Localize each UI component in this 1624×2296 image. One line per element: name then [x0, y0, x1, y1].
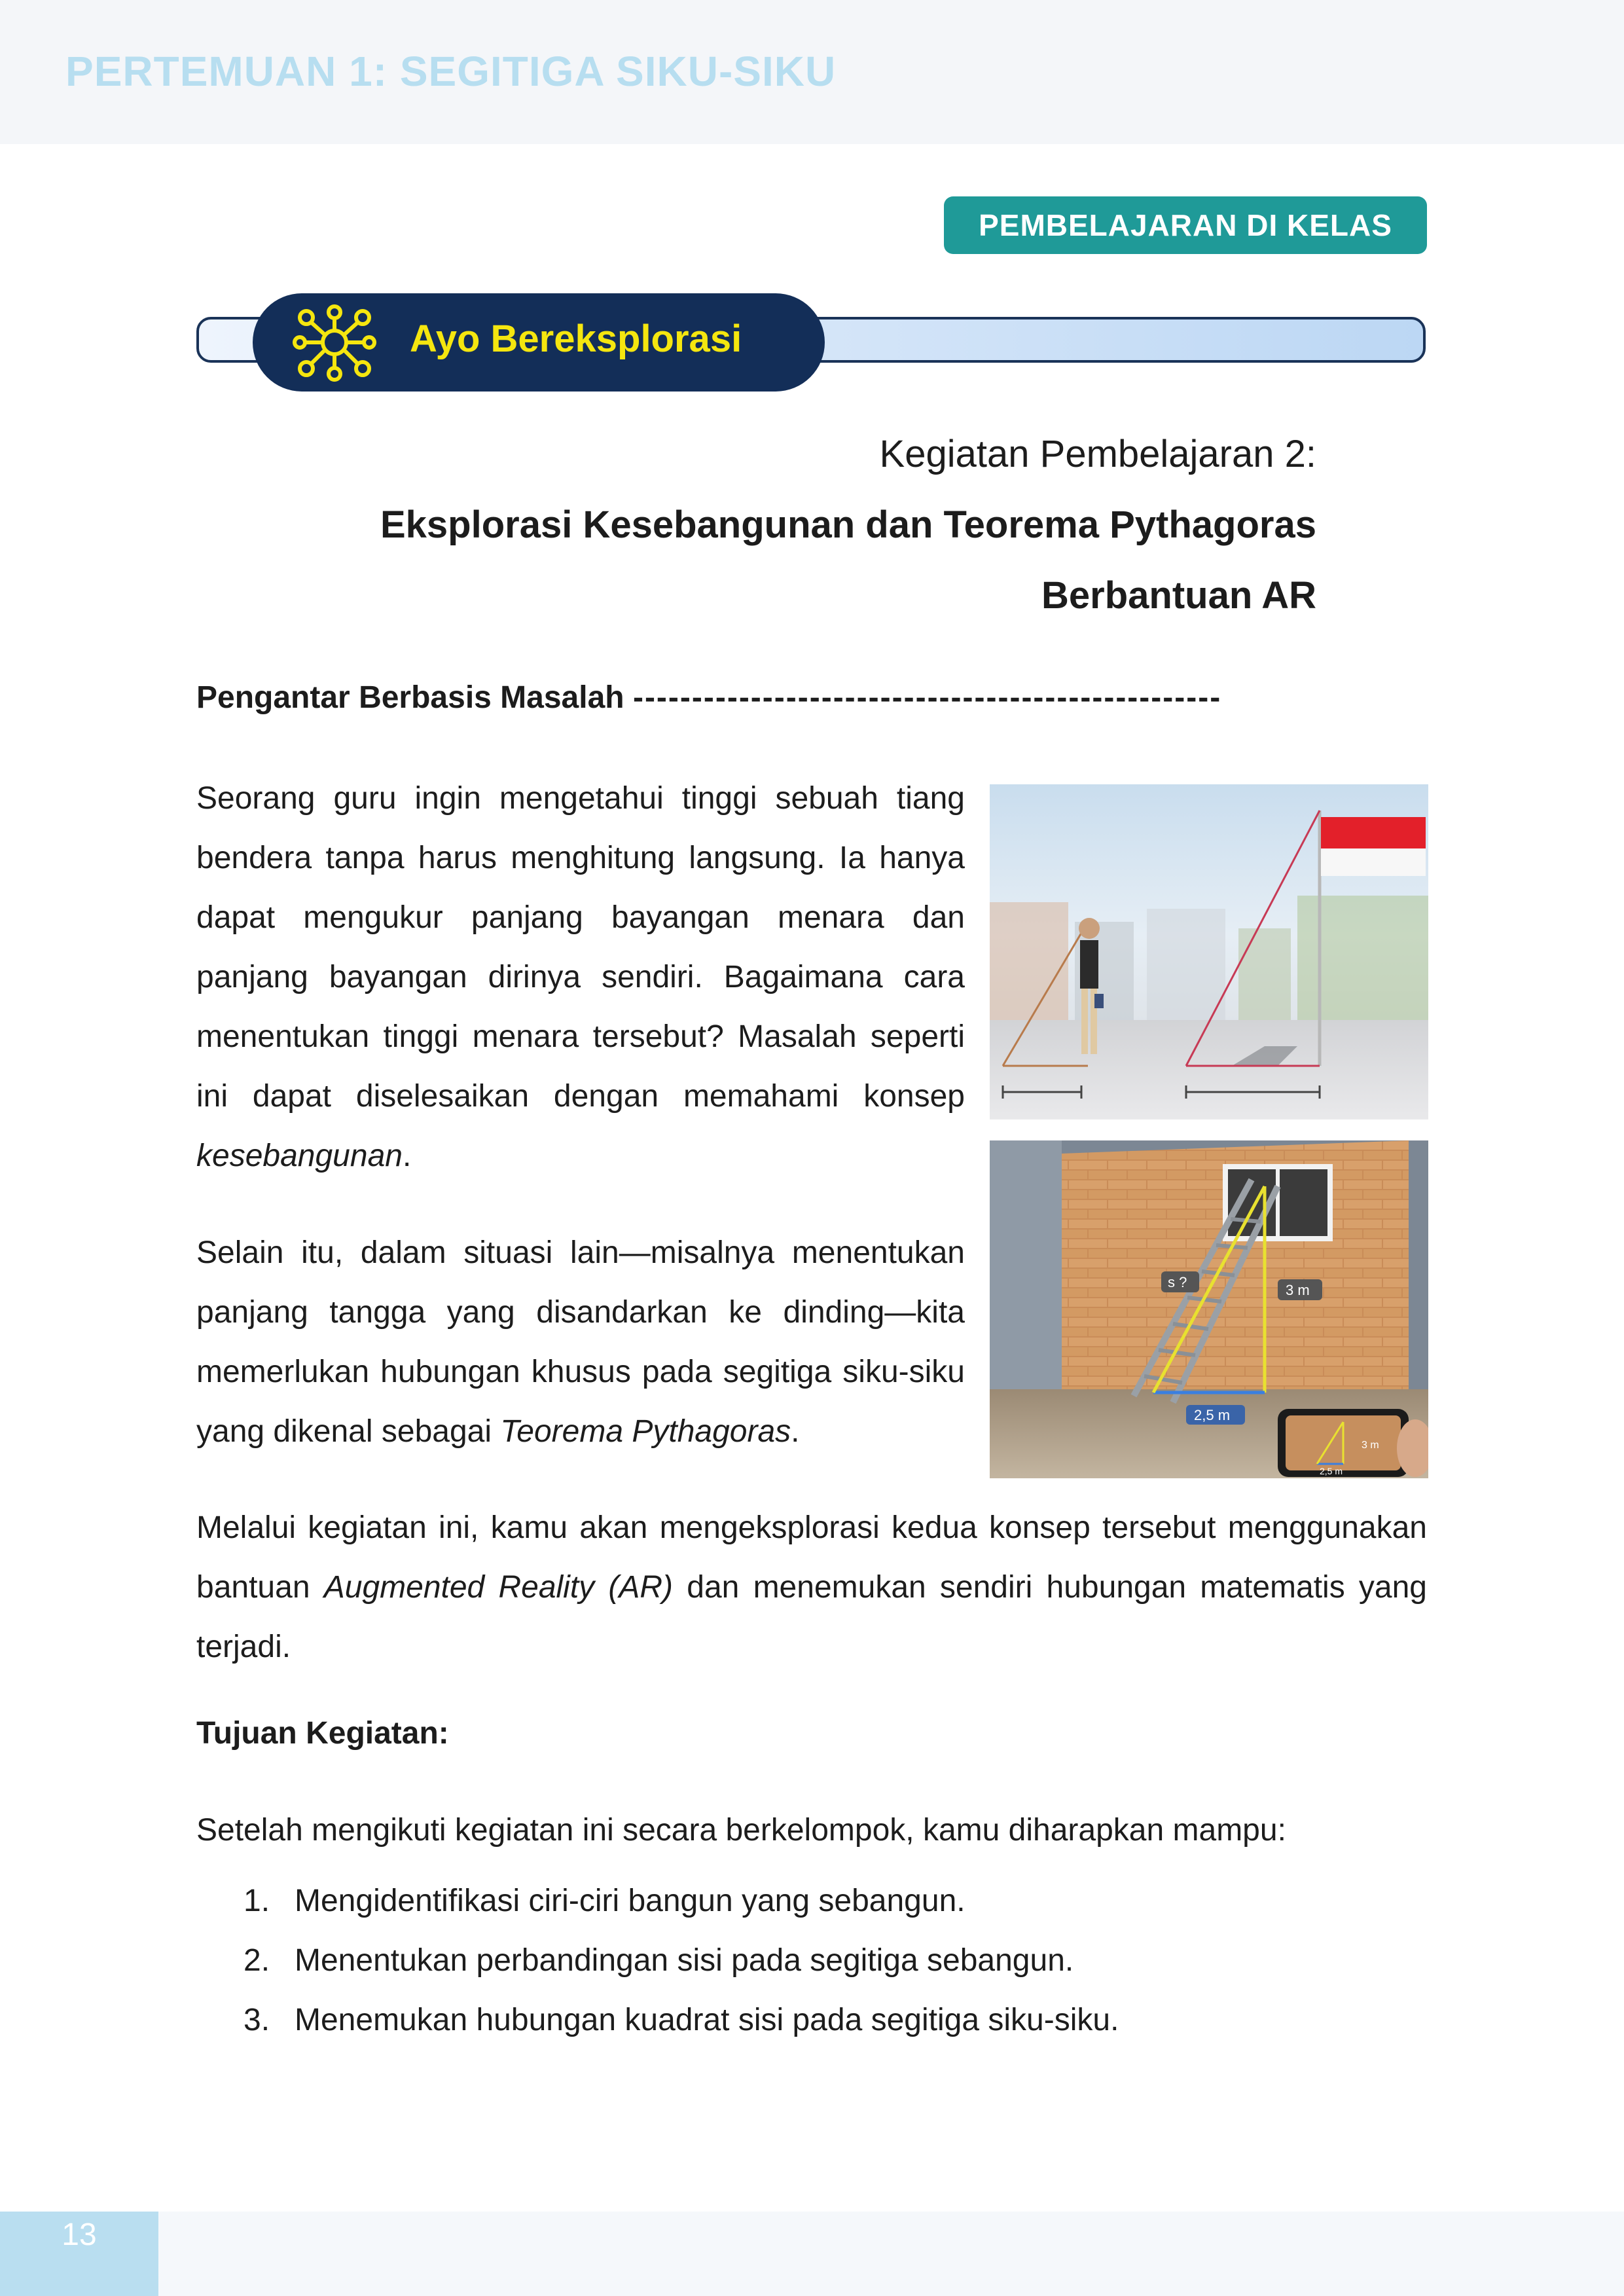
- problem-paragraph-1: [196, 769, 965, 1186]
- goal-text: Menemukan hubungan kuadrat sisi pada segitiga siku-siku.: [295, 2003, 1119, 2037]
- heading-dash-rule: --------------------------------------------------: [632, 680, 1222, 715]
- explore-title: Ayo Bereksplorasi: [410, 318, 742, 360]
- activity-paragraph: [196, 1498, 1427, 1677]
- goal-text: Menentukan perbandingan sisi pada segitiga sebangun.: [295, 1943, 1074, 1978]
- ladder-wall-illustration: [990, 1140, 1428, 1478]
- p3-text-a: Melalui kegiatan ini, kamu akan mengeksplorasi kedua konsep tersebut menggunakan bantuan: [196, 1510, 1427, 1605]
- activity-title: Eksplorasi Kesebangunan dan Teorema Pythagoras: [380, 503, 1316, 546]
- goal-item: [196, 1990, 1119, 2050]
- goals-heading: Tujuan Kegiatan:: [196, 1716, 449, 1751]
- intro-heading-text: Pengantar Berbasis Masalah: [196, 680, 624, 715]
- goal-text: Mengidentifikasi ciri-ciri bangun yang sebangun.: [295, 1884, 965, 1918]
- goal-item: [196, 1931, 1119, 1990]
- flagpole-shadow-illustration: [990, 784, 1428, 1120]
- ladder-height-label: 3 m: [1286, 1282, 1310, 1298]
- ladder-base-label: 2,5 m: [1194, 1407, 1231, 1423]
- goal-number: 2.: [244, 1943, 270, 1978]
- goal-item: [196, 1871, 1119, 1931]
- page-number: 13: [0, 2212, 158, 2296]
- goal-number: 3.: [244, 2003, 270, 2037]
- goal-number: 1.: [244, 1884, 270, 1918]
- ladder-unknown-label: s ?: [1168, 1274, 1187, 1290]
- intro-section-heading: [196, 680, 1427, 716]
- problem-paragraph-2: [196, 1223, 965, 1461]
- explore-banner: [253, 293, 825, 392]
- chapter-title: PERTEMUAN 1: SEGITIGA SIKU-SIKU: [65, 48, 837, 95]
- p2-text: Selain itu, dalam situasi lain—misalnya menentukan panjang tangga yang disandarkan ke dinding—kita memerlukan hubungan khusus pada segitiga siku-siku yang dikenal sebagai: [196, 1235, 965, 1449]
- p1-end: .: [402, 1139, 412, 1173]
- goals-intro: Setelah mengikuti kegiatan ini secara berkelompok, kamu diharapkan mampu:: [196, 1813, 1286, 1848]
- activity-number: Kegiatan Pembelajaran 2:: [879, 433, 1316, 475]
- p3-emphasis: Augmented Reality (AR): [323, 1570, 674, 1605]
- goals-list: [196, 1871, 1119, 2050]
- phone-base-label: 2,5 m: [1320, 1466, 1343, 1476]
- activity-title-cont: Berbantuan AR: [1041, 574, 1316, 617]
- p2-emphasis: Teorema Pythagoras: [500, 1414, 791, 1449]
- footer-band: [0, 2212, 1624, 2296]
- p1-text: Seorang guru ingin mengetahui tinggi sebuah tiang bendera tanpa harus menghitung langsung. Ia hanya dapat mengukur panjang bayangan menara dan panjang bayangan dirinya sendiri. Bagaimana cara menentukan tinggi menara tersebut? Masalah seperti ini dapat diselesaikan dengan memahami konsep: [196, 781, 965, 1114]
- phone-height-label: 3 m: [1362, 1440, 1379, 1451]
- p2-end: .: [791, 1414, 800, 1449]
- network-nodes-icon: [292, 303, 377, 382]
- p1-emphasis: kesebangunan: [196, 1139, 403, 1173]
- p3-text-b: dan menemukan sendiri hubungan matematis yang terjadi.: [196, 1570, 1428, 1664]
- class-learning-badge: PEMBELAJARAN DI KELAS: [944, 196, 1427, 254]
